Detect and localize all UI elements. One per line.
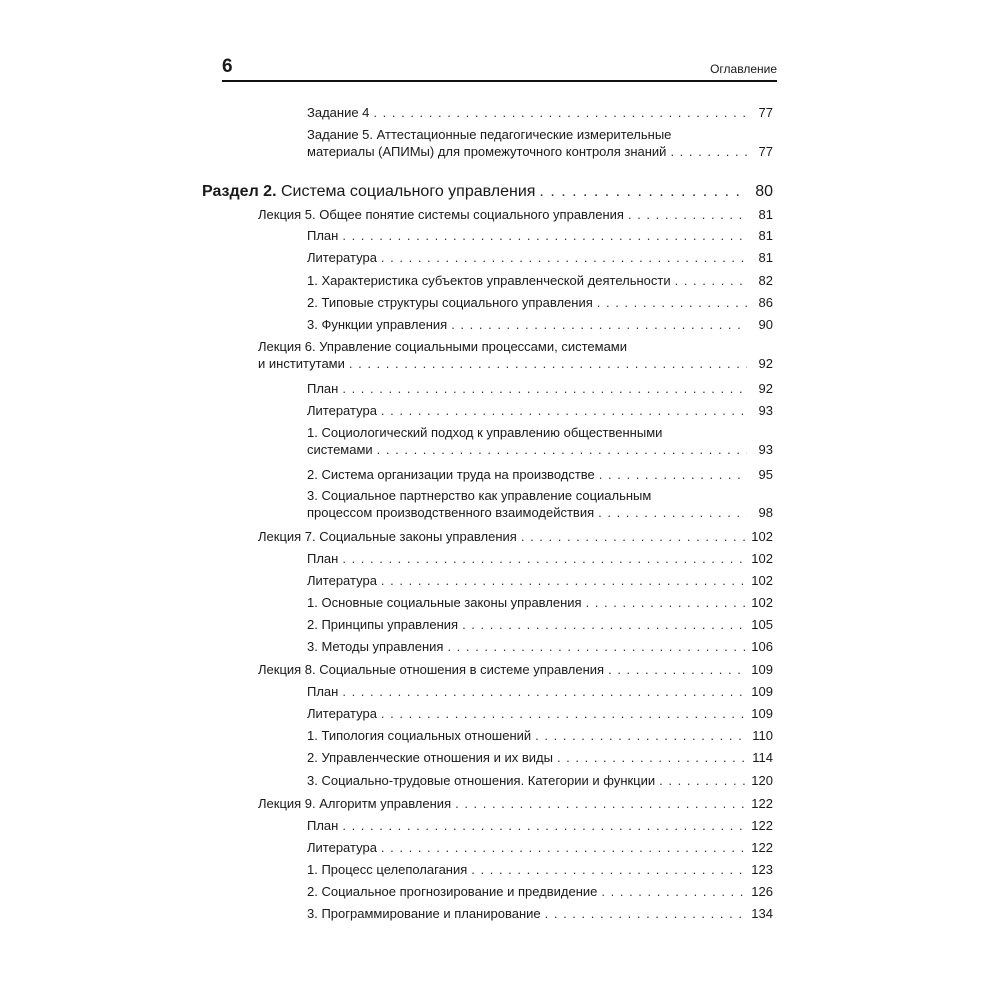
toc-entry-page: 77 [758, 144, 773, 159]
toc-entry-title: Задание 4 [307, 105, 370, 120]
toc-entry-title: 3. Методы управления [307, 639, 444, 654]
toc-entry-title: системами [307, 442, 373, 457]
toc-entry-title-line1: 3. Социальное партнерство как управление социальным [307, 488, 652, 503]
toc-entry[interactable] [307, 550, 773, 567]
dot-leader [381, 249, 747, 266]
toc-entry-page: 92 [758, 381, 773, 396]
toc-entry-title: План [307, 228, 339, 243]
toc-entry-page: 90 [758, 317, 773, 332]
dot-leader [377, 441, 747, 458]
dot-leader [342, 227, 747, 244]
toc-entry[interactable] [258, 206, 773, 223]
toc-entry-title: 2. Управленческие отношения и их виды [307, 750, 553, 765]
toc-entry-title-line1: Лекция 6. Управление социальными процессами, системами [258, 339, 627, 354]
toc-entry-title: Литература [307, 250, 377, 265]
dot-leader [597, 294, 747, 311]
toc-entry-page: 86 [758, 295, 773, 310]
toc-entry-title: Лекция 8. Социальные отношения в системе управления [258, 662, 605, 677]
toc-entry-title-line1: Задание 5. Аттестационные педагогические измерительные [307, 127, 672, 142]
toc-entry-title: План [307, 551, 339, 566]
toc-entry-page: 105 [751, 617, 773, 632]
toc-entry-title: 1. Характеристика субъектов управленческой деятельности [307, 273, 671, 288]
toc-entry[interactable] [307, 572, 773, 589]
toc-entry[interactable] [307, 380, 773, 397]
dot-leader [557, 749, 747, 766]
dot-leader [381, 402, 747, 419]
toc-entry-page: 122 [751, 840, 773, 855]
toc-entry[interactable] [307, 126, 773, 160]
toc-entry-title: Литература [307, 403, 377, 418]
toc-entry-page: 123 [751, 862, 773, 877]
dot-leader [451, 316, 747, 333]
toc-entry-page: 109 [751, 706, 773, 721]
toc-entry-page: 80 [755, 183, 773, 200]
toc-entry-title: Литература [307, 573, 377, 588]
dot-leader [381, 705, 747, 722]
toc-entry[interactable] [307, 487, 773, 521]
toc-entry-page: 93 [758, 403, 773, 418]
toc-entry-page: 102 [751, 595, 773, 610]
toc-entry[interactable] [307, 772, 773, 789]
toc-entry-title: 2. Принципы управления [307, 617, 459, 632]
toc-entry-page: 106 [751, 639, 773, 654]
toc-entry-page: 95 [758, 467, 773, 482]
toc-entry[interactable] [307, 616, 773, 633]
toc-entry-page: 122 [751, 818, 773, 833]
toc-entry-page: 82 [758, 273, 773, 288]
toc-entry[interactable] [307, 466, 773, 483]
dot-leader [447, 638, 747, 655]
dot-leader [675, 272, 747, 289]
dot-leader [521, 528, 747, 545]
dot-leader [381, 839, 747, 856]
toc-entry-title: 2. Типовые структуры социального управления [307, 295, 593, 310]
toc-entry-title: План [307, 381, 339, 396]
toc-entry-title: Литература [307, 840, 377, 855]
toc-entry-title: и институтами [258, 356, 345, 371]
toc-entry-page: 110 [752, 728, 773, 743]
toc-entry-page: 109 [751, 662, 773, 677]
toc-entry-page: 92 [758, 356, 773, 371]
toc-entry-title: 1. Типология социальных отношений [307, 728, 532, 743]
dot-leader [601, 883, 747, 900]
dot-leader [342, 550, 747, 567]
toc-entry-page: 93 [758, 442, 773, 457]
header-rule [222, 80, 777, 82]
toc-entry[interactable] [307, 749, 773, 766]
toc-entry[interactable] [307, 905, 773, 922]
dot-leader [342, 683, 747, 700]
toc-entry-page: 122 [751, 796, 773, 811]
dot-leader [545, 905, 747, 922]
dot-leader [471, 861, 747, 878]
toc-entry[interactable] [307, 861, 773, 878]
dot-leader [381, 572, 747, 589]
toc-entry-title: 3. Программирование и планирование [307, 906, 541, 921]
dot-leader [608, 661, 747, 678]
toc-entry-title: 3. Социально-трудовые отношения. Категории и функции [307, 773, 656, 788]
toc-entry-page: 81 [758, 228, 773, 243]
dot-leader [598, 504, 747, 521]
toc-entry-title: 2. Социальное прогнозирование и предвидение [307, 884, 598, 899]
toc-entry[interactable] [258, 528, 773, 545]
toc-entry-title: 3. Функции управления [307, 317, 448, 332]
dot-leader [342, 380, 747, 397]
dot-leader [373, 104, 747, 121]
toc-entry[interactable] [307, 839, 773, 856]
toc-entry[interactable] [307, 683, 773, 700]
toc-entry[interactable] [307, 272, 773, 289]
toc-entry-page: 77 [758, 105, 773, 120]
toc-entry[interactable] [307, 594, 773, 611]
toc-entry-title: 1. Основные социальные законы управления [307, 595, 582, 610]
toc-entry-page: 114 [752, 750, 773, 765]
toc-entry-page: 98 [758, 505, 773, 520]
dot-leader [539, 182, 747, 201]
dot-leader [342, 817, 747, 834]
toc-entry[interactable] [307, 294, 773, 311]
dot-leader [659, 772, 747, 789]
toc-entry[interactable] [307, 316, 773, 333]
toc-entry-title-line1: 1. Социологический подход к управлению общественными [307, 425, 663, 440]
toc-entry[interactable] [258, 795, 773, 812]
dot-leader [586, 594, 747, 611]
toc-entry-page: 126 [751, 884, 773, 899]
toc-entry[interactable] [307, 705, 773, 722]
toc-entry-title: Литература [307, 706, 377, 721]
dot-leader [599, 466, 747, 483]
toc-entry-title: материалы (АПИМы) для промежуточного контроля знаний [307, 144, 667, 159]
toc-entry[interactable] [307, 817, 773, 834]
toc-entry-page: 102 [751, 551, 773, 566]
page-header [222, 54, 777, 80]
toc-entry-page: 102 [751, 573, 773, 588]
toc-entry-title: План [307, 818, 339, 833]
toc-entry[interactable] [258, 661, 773, 678]
dot-leader [670, 143, 747, 160]
toc-entry[interactable] [307, 727, 773, 744]
toc-entry[interactable] [202, 182, 773, 201]
toc-entry[interactable] [307, 227, 773, 244]
toc-entry-title: Лекция 9. Алгоритм управления [258, 796, 452, 811]
toc-entry[interactable] [307, 249, 773, 266]
toc-entry[interactable] [307, 638, 773, 655]
toc-entry-title: 1. Процесс целеполагания [307, 862, 468, 877]
toc-entry-title: Раздел 2. Система социального управления [202, 183, 536, 200]
toc-entry-title: План [307, 684, 339, 699]
page-number: 6 [222, 56, 233, 77]
toc-entry[interactable] [307, 424, 773, 458]
toc-entry-page: 120 [751, 773, 773, 788]
toc-entry-title: 2. Система организации труда на производстве [307, 467, 595, 482]
dot-leader [455, 795, 747, 812]
toc-entry-page: 109 [751, 684, 773, 699]
dot-leader [628, 206, 747, 223]
dot-leader [535, 727, 747, 744]
toc-entry[interactable] [307, 402, 773, 419]
toc-entry-page: 102 [751, 529, 773, 544]
toc-entry-page: 81 [758, 250, 773, 265]
toc-entry[interactable] [307, 883, 773, 900]
toc-entry-title: Лекция 7. Социальные законы управления [258, 529, 517, 544]
toc-entry-title: процессом производственного взаимодействия [307, 505, 595, 520]
toc-entry-page: 81 [758, 207, 773, 222]
dot-leader [349, 355, 747, 372]
toc-entry[interactable] [307, 104, 773, 121]
toc-entry-title: Лекция 5. Общее понятие системы социального управления [258, 207, 624, 222]
toc-entry-page: 134 [751, 906, 773, 921]
toc-entry[interactable] [258, 338, 773, 372]
running-title: Оглавление [710, 62, 777, 76]
dot-leader [462, 616, 747, 633]
section-label: Раздел 2. [202, 183, 277, 200]
